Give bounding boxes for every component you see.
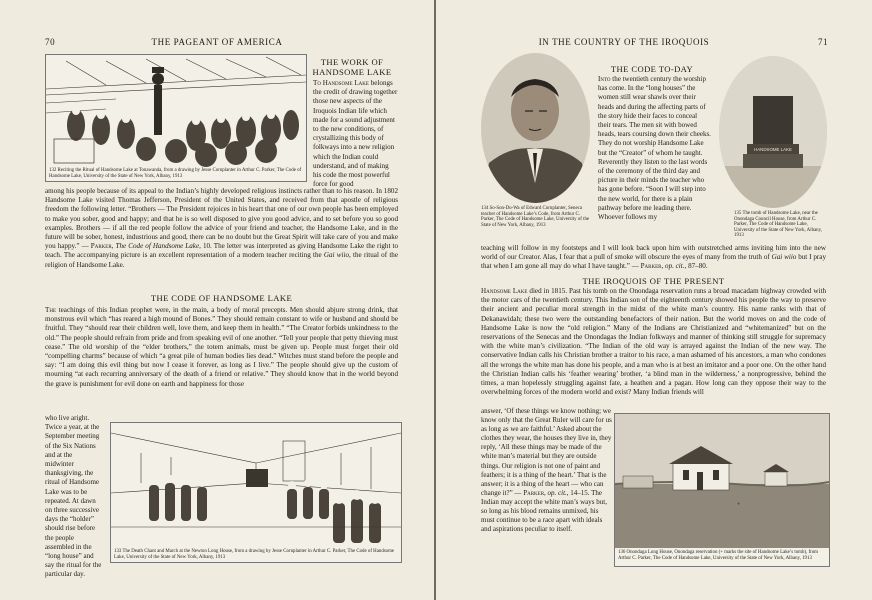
iroquois-present-narrow: answer, ‘Of these things we know nothing; we know only that the Great Ruler will care for us as long as we are faithful.’ Asked about the clothes they wear, the houses they live in, they reply, ‘All these things may be made of the white man’s material but they are outside things. Our religion is not one of paint and feathers; it is a thing of the heart.’ That is the answer; it is a thing of the heart — who can change it?” — Parker, op. cit., 14–15. The Indian may accept the white man’s ways but, so long as his blood remains unmixed, his must continue to be a race apart with ideals and aspirations peculiar to itself.	[481, 407, 612, 534]
code-paragraph: The teachings of this Indian prophet were, in the main, a body of moral precepts. Men should abjure strong drink, that monstrous evil which “has reared a high mound of Bones.” They should remain constant to wife or husband and should be fruitful. They “should rear their children well, love them, and keep them in health.” “The Creator forbids unkindness to the old.” The people should refrain from pride and from speaking evil of one another. “Tell your people that petty thieving must cease.” The old worship of the “elder brothers,” the totem animals, must be given up. People must forget their old “compelling charms” because of which “a great pile of human bodies lies dead.” Witches must stand before the people and say: “I am doing this evil thing but now I cease it forever, as long as I live.” The people should give up the custom of mourning “at each recurring anniversary of the death of a friend or relative.” They should know that in the world beyond the grave is punishment for evil done on earth and happiness for those	[45, 306, 398, 388]
lead-words: To Handsome Lake	[313, 79, 369, 87]
intro-text: belongs the credit of drawing together those new aspects of the Iroquois Indian life which made for a sound adjustment to the new conditions, of crystallizing this body of folkways into a new religion which the Indian could understand, and of making his code the most powerful force for good	[313, 79, 398, 189]
section-title-code-today: THE CODE TO-DAY	[610, 64, 694, 74]
section-title-code: THE CODE OF HANDSOME LAKE	[150, 293, 293, 303]
running-head: IN THE COUNTRY OF THE IROQUOIS	[538, 37, 710, 47]
portrait-image	[481, 53, 590, 203]
lead-word: Into	[598, 75, 611, 83]
right-page	[436, 0, 872, 600]
page-number: 71	[818, 37, 829, 47]
figure-long-house-photo	[614, 413, 830, 567]
figure-caption: 136 Onondaga Long House, Onondaga reservation (+ marks the site of Handsome Lake’s tomb), from Arthur C. Parker, The Code of Handsome Lake, University of the State of New York, Albany, 1913	[618, 550, 818, 561]
long-house-image	[615, 414, 829, 548]
code-today-continuation: teaching will follow in my footsteps and I will look back upon him with outstretched arms inviting him into the new world of our Creator. Alas, I fear that a pull of smoke will obscure the eyes of many from the truth of Gai wiio but I pray that when I am gone all may do what I have taught.” — Parker, op. cit., 87–80.	[481, 244, 826, 271]
figure-reciting-ritual-illustration	[45, 54, 307, 182]
ritual-drawing	[46, 55, 306, 167]
section-title-iroquois-present: THE IROQUOIS OF THE PRESENT	[582, 276, 725, 286]
portrait-caption: 134 So-Son-Do-Wa of Edward Cornplanter, Seneca teacher of Handsome Lake’s Code, from Arthur C. Parker, The Code of Handsome Lake, University of the State of New York, Albany, 1913	[481, 206, 590, 228]
left-page	[0, 0, 434, 600]
section-title-line: HANDSOME LAKE	[312, 67, 392, 77]
iroquois-present-text: Handsome Lake died in 1815. Past his tomb on the Onondaga reservation runs a broad macadam highway crowded with the motor cars of the twentieth century. This Indian son of the eighteenth century showed his people the way to preserve their ancient and peculiar moral strength in the midst of the white man’s country. His name ranks with that of Dekanawidah; these two were the outstanding benefactors of their nation. But the world moves on and the code of Handsome Lake is now the “old religion.” Many of the Indians are Christianized and “whitemanized” but on the reservations of the Senecas and the Onondagas the Indian folkways and manner of thinking still struggle for supremacy with the white man’s civilization. “The Indian of the old way is arrayed against the Indian of the new way. The conservative Indian calls his Christian brother a traitor to his race, a man ashamed of his ancestors, a man who condones all the wrongs the white man has done his people, and a man who is at best an imitator and a poor one. On the other hand the Christian Indian calls his ‘feather wearing’ brother, ‘a blind man in the wilderness,’ a nonprogressive, behind the times, a man hopelessly struggling against fate, a heathen and a pagan. How long can they oppose their way to the overwhelming forces of the modern world and exist? Many Indian friends will	[481, 287, 826, 397]
code-today-narrow: the twentieth century the worship has come. In the “long houses” the women still wear shawls over their heads and during the affecting parts of the story hide their faces to conceal their tears. The men sit with bowed heads, tears coursing down their cheeks. They do not worship Handsome Lake but the “Creator” of whom he taught. Reverently they listen to the last words of the ceremony of the third day and picture in their minds the teacher who has gone before. “Soon I will step into the new world, for there is a plain pathway before me leading there. Whoever follows my	[598, 75, 711, 222]
portrait-photo	[481, 53, 590, 203]
code-paragraph-narrow: who live aright. Twice a year, at the September meeting of the Six Nations and at the midwinter thanksgiving, the ritual of Handsome Lake was to be repeated. At dawn on three successive days the “holder” should rise before the people assembled in the “long house” and say the ritual for the particular day.	[45, 414, 102, 579]
figure-caption: 133 The Death Chant and March at the Newton Long House, from a drawing by Jesse Cornplanter in Arthur C. Parker, The Code of Handsome Lake, University of the State of New York, Albany, 1913	[114, 549, 395, 560]
tomb-photo	[719, 56, 827, 208]
section-title-line: THE WORK OF	[320, 57, 384, 67]
section-work-continuation: among his people because of its appeal to the Indian’s highly developed religious instincts rather than to his reason. In 1802 Handsome Lake visited Thomas Jefferson, President of the United States, and received from that apostle of religious freedom the following letter. “Brothers — The President rejoices in his heart that one of our own people has been employed to make you sober, good and happy; and that he is so well disposed to give you good advice, and to set before you so good examples. Brothers — if all the red people follow the advice of your friend and teacher, the Handsome Lake, and in the future will be sober, honest, industrious and good, there can be no doubt but the Great Spirit will take care of you and make you happy.” — Parker, The Code of Handsome Lake, 10. The letter was interpreted as giving Handsome Lake the right to teach. The accompanying picture is an excellent representation of a modern teacher reciting the Gai wiio, the ritual of the religion of Handsome Lake.	[45, 187, 399, 269]
code-today-text	[598, 75, 711, 222]
death-chant-drawing	[111, 423, 401, 547]
tomb-caption: 135 The tomb of Handsome Lake, near the Onondaga Council House, from Arthur C. Parker, The Code of Handsome Lake, University of the State of New York, Albany, 1913	[734, 211, 822, 239]
page-number: 70	[45, 37, 56, 47]
figure-death-chant-illustration	[110, 422, 402, 563]
running-head: THE PAGEANT OF AMERICA	[151, 37, 283, 47]
section-intro-text	[313, 79, 398, 189]
tomb-inscription: HANDSOME LAKE	[754, 147, 792, 152]
svg-text:+: +	[737, 502, 741, 508]
tomb-image	[719, 56, 827, 208]
section-title-work	[310, 57, 394, 77]
figure-caption: 132 Reciting the Ritual of Handsome Lake at Tonawanda, from a drawing by Jesse Cornplanter in Arthur C. Parker, The Code of Handsome Lake, University of the State of New York, Albany, 1913	[49, 168, 302, 179]
